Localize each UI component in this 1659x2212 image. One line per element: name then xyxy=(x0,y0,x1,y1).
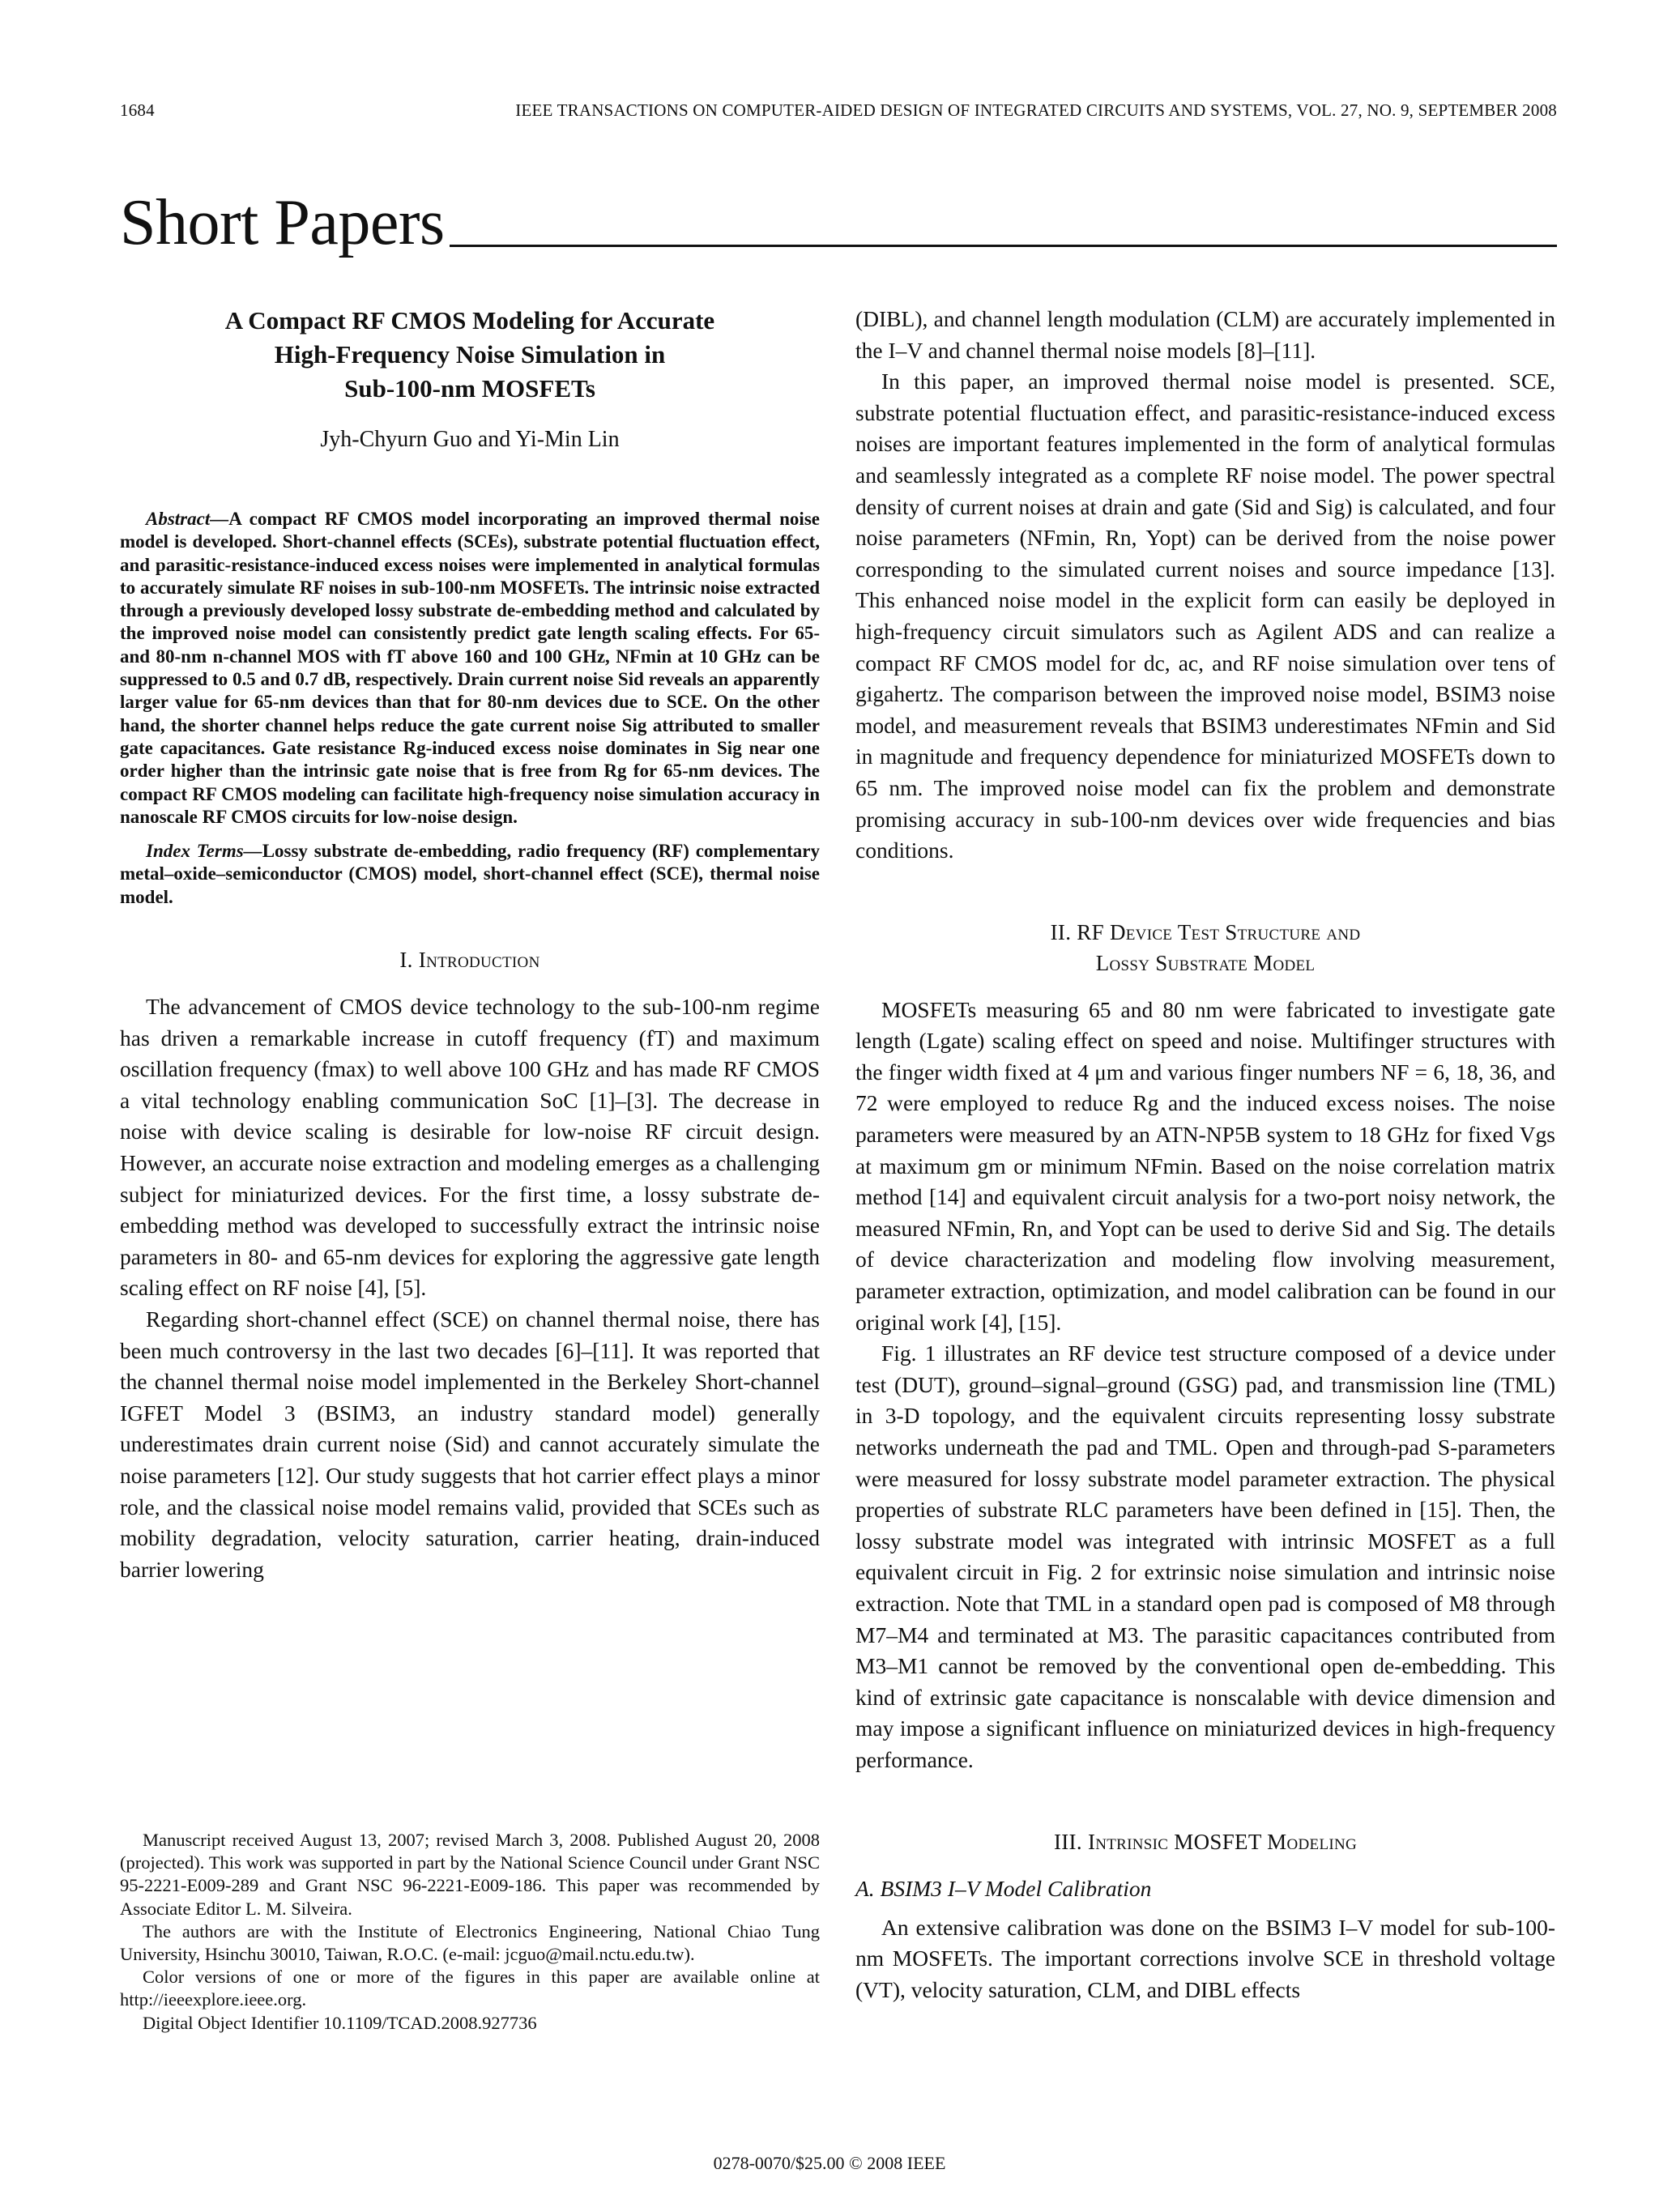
footnote-color: Color versions of one or more of the figures in this paper are available online at http://ieeexplore.ieee.org. xyxy=(120,1967,820,2010)
index-terms-label: Index Terms— xyxy=(146,841,262,862)
intro-paragraph-1: The advancement of CMOS device technology to the sub-100-nm regime has driven a remarkable increase in cutoff frequency (fT) and maximum oscillation frequency (fmax) to well above 100 GHz and has made RF CMOS a vital technology enabling communication SoC [1]–[3]. The decrease in noise with device scaling is desirable for low-noise RF circuit design. However, an accurate noise extraction and modeling emerges as a challenging subject for miniaturized devices. For the first time, a lossy substrate de-embedding method was developed to successfully extract the intrinsic noise parameters in 80- and 65-nm devices for exploring the aggressive gate length scaling effect on RF noise [4], [5]. xyxy=(120,994,820,1301)
intro-paragraph-2: Regarding short-channel effect (SCE) on channel thermal noise, there has been much controversy in the last two decades [6]–[11]. It was reported that the channel thermal noise model implemented in the Berkeley Short-channel IGFET Model 3 (BSIM3, an industry standard model) generally underestimates drain current noise (Sid) and cannot accurately simulate the noise parameters [12]. Our study suggests that hot carrier effect plays a minor role, and the classical noise model remains valid, provided that SCEs such as mobility degradation, velocity saturation, carrier heating, drain-induced barrier lowering xyxy=(120,1306,820,1582)
page-header xyxy=(120,100,1557,121)
abstract xyxy=(120,508,820,829)
section-banner xyxy=(120,182,1557,258)
title-line: A Compact RF CMOS Modeling for Accurate xyxy=(224,306,715,335)
journal-name: IEEE TRANSACTIONS ON COMPUTER-AIDED DESIGN OF INTEGRATED CIRCUITS AND SYSTEMS, VOL. 27, NO. 9, SEPTEMBER 2008 xyxy=(515,100,1557,120)
footnote-doi: Digital Object Identifier 10.1109/TCAD.2008.927736 xyxy=(143,2012,537,2033)
section-3-heading: III. Intrinsic MOSFET Modeling xyxy=(1053,1829,1358,1854)
banner-title: Short Papers xyxy=(120,187,445,258)
section-2-paragraph-1: MOSFETs measuring 65 and 80 nm were fabricated to investigate gate length (Lgate) scaling effect on speed and noise. Multifinger structures with the finger width fixed at 4 μm and various finger numbers NF = 6, 18, 36, and 72 were employed to reduce Rg and the induced excess noises. The noise parameters were measured by an ATN-NP5B system to 18 GHz for fixed Vgs at maximum gm or minimum NFmin. Based on the noise correlation matrix method [14] and equivalent circuit analysis for a two-port noisy network, the measured NFmin, Rn, and Yopt can be used to derive Sid and Sig. The details of device characterization and modeling flow involving measurement, parameter extraction, optimization, and model calibration can be found in our original work [4], [15]. xyxy=(855,996,1555,1335)
section-2-paragraph-2: Fig. 1 illustrates an RF device test structure composed of a device under test (DUT), ground–signal–ground (GSG) pad, and transmission line (TML) in 3-D topology, and the equivalent circuits representing lossy substrate networks underneath the pad and TML. Open and through-pad S-parameters were measured for lossy substrate model parameter extraction. The physical properties of substrate RLC parameters have been defined in [15]. Then, the lossy substrate model was integrated with intrinsic MOSFET as a full equivalent circuit in Fig. 2 for extrinsic noise simulation and intrinsic noise extraction. Note that TML in a standard open pad is composed of M8 through M7–M4 and terminated at M3. The parasitic capacitances contributed from M3–M1 cannot be removed by the conventional open de-embedding. This kind of extrinsic gate capacitance is nonscalable with device dimension and may impose a significant influence on miniaturized devices in high-frequency performance. xyxy=(855,1340,1555,1772)
page-footer: 0278-0070/$25.00 © 2008 IEEE xyxy=(713,2153,946,2173)
section-3a-paragraph-1: An extensive calibration was done on the BSIM3 I–V model for sub-100-nm MOSFETs. The important corrections involve SCE in threshold voltage (VT), velocity saturation, CLM, and DIBL effects xyxy=(855,1914,1555,2002)
section-2-heading xyxy=(855,917,1555,978)
title-line: Sub-100-nm MOSFETs xyxy=(344,374,595,403)
right-paragraph-0: (DIBL), and channel length modulation (CLM) are accurately implemented in the I–V and channel thermal noise models [8]–[11]. xyxy=(855,306,1555,363)
abstract-text: A compact RF CMOS model incorporating an improved thermal noise model is developed. Short-channel effects (SCEs), substrate potential fluctuation effect, and parasitic-resistance-induced excess noises were implemented in analytical formulas to accurately simulate RF noises in sub-100-nm MOSFETs. The intrinsic noise extracted through a previously developed lossy substrate de-embedding method and calculated by the improved noise model can consistently predict gate length scaling effects. For 65- and 80-nm n-channel MOS with fT above 160 and 100 GHz, NFmin at 10 GHz can be suppressed to 0.5 and 0.7 dB, respectively. Drain current noise Sid reveals an apparently larger value for 65-nm devices than that for 80-nm devices due to SCE. On the other hand, the shorter channel helps reduce the gate current noise Sig attributed to smaller gate capacitances. Gate resistance Rg-induced excess noise dominates in Sig near one order higher than the intrinsic gate noise that is free from Rg for 65-nm devices. The compact RF CMOS modeling can facilitate high-frequency noise simulation accuracy in nanoscale RF CMOS circuits for low-noise design. xyxy=(120,509,820,827)
right-column xyxy=(855,304,1555,2005)
authors: Jyh-Chyurn Guo and Yi-Min Lin xyxy=(320,427,620,452)
title-line: High-Frequency Noise Simulation in xyxy=(274,340,666,369)
footnote xyxy=(120,1829,820,2035)
abstract-label: Abstract— xyxy=(146,509,229,529)
intro-heading: I. Introduction xyxy=(399,948,540,973)
index-terms xyxy=(120,840,820,909)
right-paragraph-1: In this paper, an improved thermal noise model is presented. SCE, substrate potential fluctuation effect, and parasitic-resistance-induced excess noises are important features implemented in the form of analytical formulas and seamlessly integrated as a complete RF noise model. The power spectral density of current noises at drain and gate (Sid and Sig) is calculated, and four noise parameters (NFmin, Rn, Yopt) can be derived from the noise power corresponding to the simulated current noises and source impedance [13]. This enhanced noise model in the explicit form can easily be deployed in high-frequency circuit simulators such as Agilent ADS and can realize a compact RF CMOS model for dc, ac, and RF noise simulation over tens of gigahertz. The comparison between the improved noise model, BSIM3 noise model, and measurement reveals that BSIM3 underestimates NFmin and Sid in magnitude and frequency dependence for miniaturized MOSFETs down to 65 nm. The improved noise model can fix the problem and demonstrate promising accuracy in sub-100-nm devices over wide frequencies and bias conditions. xyxy=(855,369,1555,863)
banner-rule xyxy=(450,245,1557,247)
left-column xyxy=(120,304,820,1585)
section-2-heading-line: II. RF Device Test Structure and xyxy=(1050,919,1361,944)
page-number: 1684 xyxy=(120,100,155,120)
index-terms-text: Lossy substrate de-embedding, radio frequency (RF) complementary metal–oxide–semiconductor (CMOS) model, short-channel effect (SCE), thermal noise model. xyxy=(120,841,821,907)
section-3a-heading: A. BSIM3 I–V Model Calibration xyxy=(855,1875,1152,1901)
paper-title xyxy=(120,304,820,406)
section-2-heading-line: Lossy Substrate Model xyxy=(1095,950,1316,975)
footnote-affiliation: The authors are with the Institute of Electronics Engineering, National Chiao Tung University, Hsinchu 30010, Taiwan, R.O.C. (e-mail: jcguo@mail.nctu.edu.tw). xyxy=(120,1920,820,1965)
footnote-manuscript: Manuscript received August 13, 2007; revised March 3, 2008. Published August 20, 2008 (projected). This work was supported in part by the National Science Council under Grant NSC 95-2221-E009-289 and Grant NSC 96-2221-E009-186. This paper was recommended by Associate Editor L. M. Silveira. xyxy=(120,1830,820,1919)
